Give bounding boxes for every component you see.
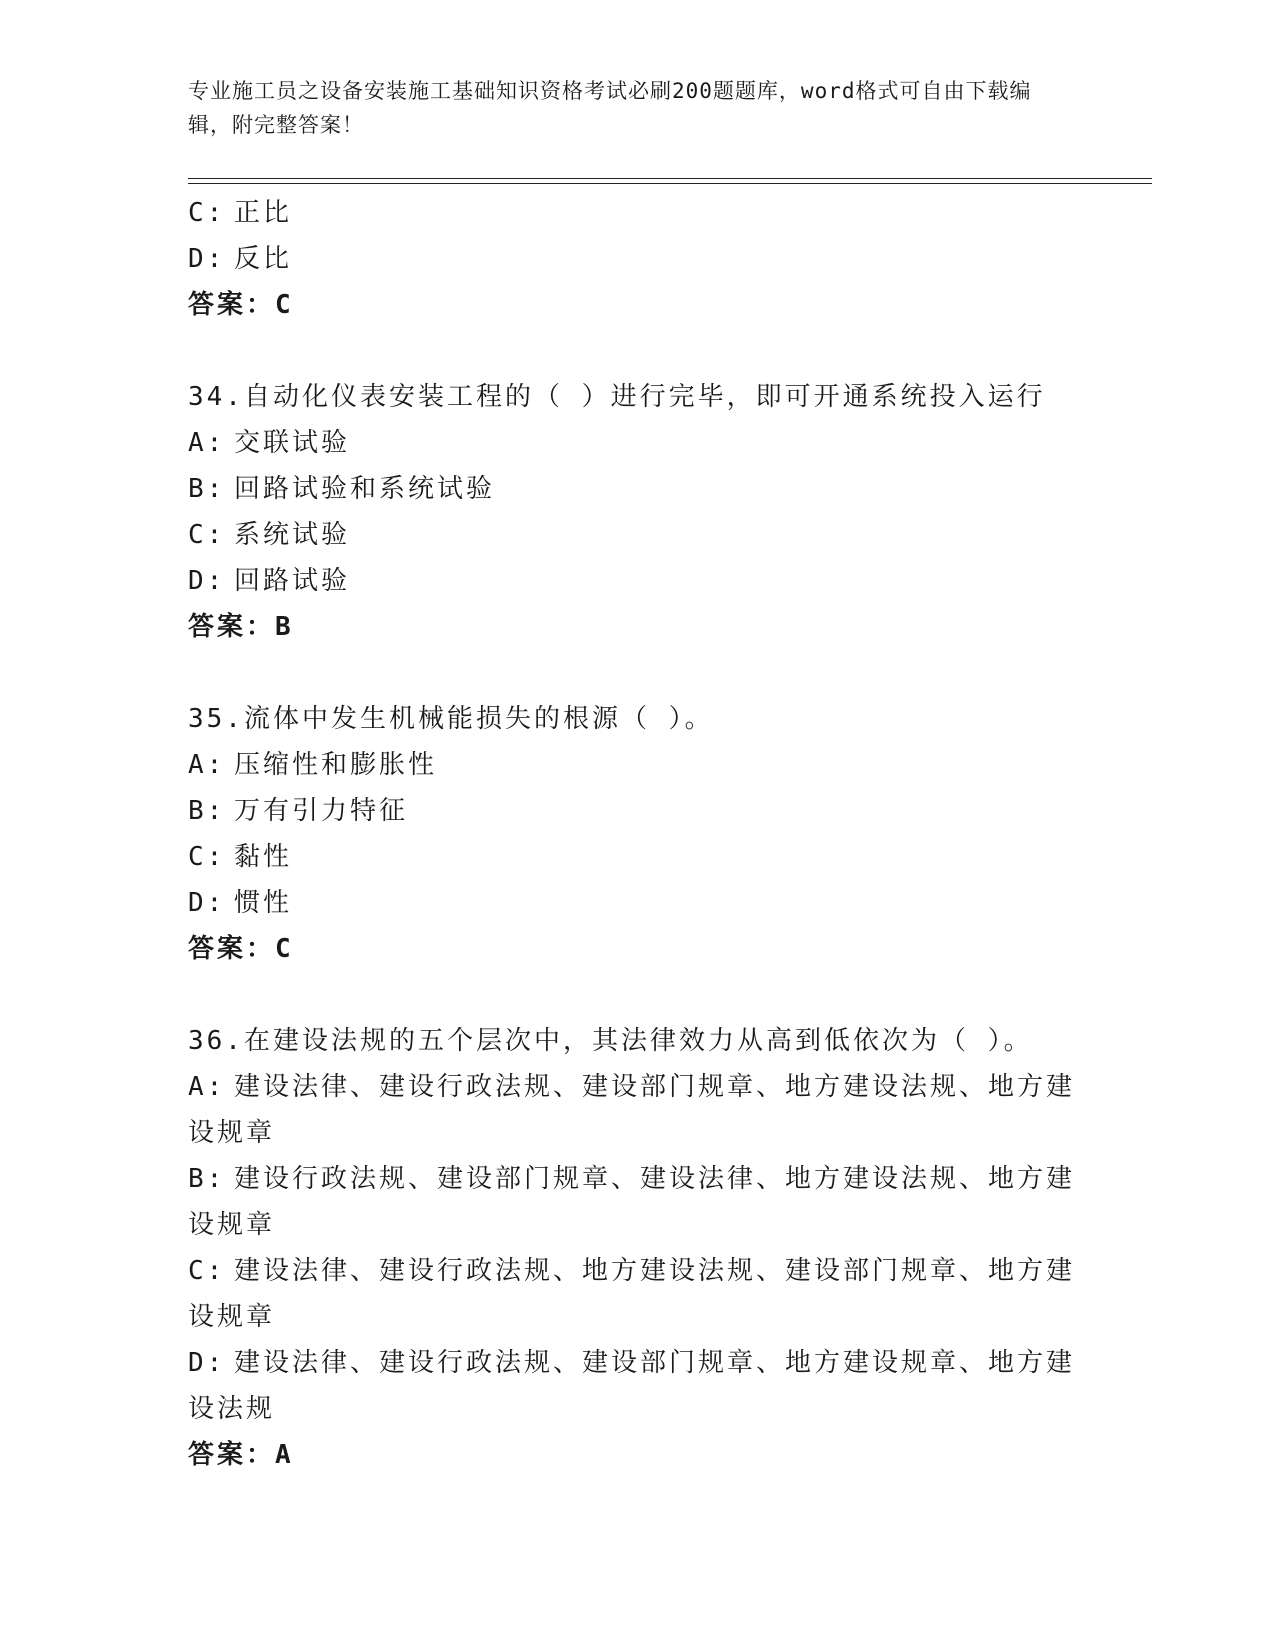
option-c [188, 1248, 1078, 1340]
option-c [188, 512, 1088, 558]
option-c [188, 834, 1088, 880]
option-c [188, 190, 1088, 236]
option-d [188, 880, 1088, 926]
option-letter: B: [188, 474, 226, 504]
option-letter: A: [188, 750, 226, 780]
option-b [188, 466, 1088, 512]
option-letter: C: [188, 842, 226, 872]
answer-line: 答案：A [188, 1440, 294, 1470]
document-header: 专业施工员之设备安装施工基础知识资格考试必刷200题题库，word格式可自由下载编辑，附完整答案！ [188, 79, 1032, 137]
option-text: 建设法律、建设行政法规、地方建设法规、建设部门规章、地方建设规章 [188, 1256, 1076, 1332]
option-text: 建设法律、建设行政法规、建设部门规章、地方建设规章、地方建设法规 [188, 1348, 1076, 1424]
option-text: 交联试验 [234, 428, 351, 458]
option-b [188, 1156, 1078, 1248]
option-d [188, 558, 1088, 604]
question-stem: 35.流体中发生机械能损失的根源（ ）。 [188, 704, 714, 734]
option-text: 建设法律、建设行政法规、建设部门规章、地方建设法规、地方建设规章 [188, 1072, 1076, 1148]
option-text: 系统试验 [234, 520, 351, 550]
option-a [188, 1064, 1078, 1156]
option-letter: C: [188, 1256, 226, 1286]
header-divider-bottom [188, 183, 1152, 184]
option-text: 万有引力特征 [234, 796, 409, 826]
option-d [188, 236, 1088, 282]
answer-line: 答案：C [188, 290, 294, 320]
spacer [188, 972, 1088, 1018]
question-stem: 34.自动化仪表安装工程的（ ）进行完毕，即可开通系统投入运行 [188, 382, 1046, 412]
previous-question-tail [188, 190, 1088, 328]
document-body [188, 190, 1088, 1478]
option-text: 黏性 [234, 842, 293, 872]
option-text: 回路试验和系统试验 [234, 474, 496, 504]
option-letter: B: [188, 1164, 226, 1194]
option-text: 惯性 [234, 888, 293, 918]
answer-line: 答案：C [188, 934, 294, 964]
question-stem: 36.在建设法规的五个层次中，其法律效力从高到低依次为（ ）。 [188, 1026, 1033, 1056]
option-letter: D: [188, 1348, 226, 1378]
option-text: 正比 [234, 198, 293, 228]
question-35 [188, 696, 1088, 972]
option-text: 建设行政法规、建设部门规章、建设法律、地方建设法规、地方建设规章 [188, 1164, 1076, 1240]
question-36 [188, 1018, 1088, 1478]
option-letter: A: [188, 428, 226, 458]
option-a [188, 742, 1088, 788]
spacer [188, 328, 1088, 374]
option-letter: D: [188, 888, 226, 918]
option-text: 反比 [234, 244, 293, 274]
option-letter: D: [188, 566, 226, 596]
option-letter: B: [188, 796, 226, 826]
option-a [188, 420, 1088, 466]
option-letter: D: [188, 244, 226, 274]
option-text: 压缩性和膨胀性 [234, 750, 438, 780]
option-text: 回路试验 [234, 566, 351, 596]
option-letter: C: [188, 520, 226, 550]
option-letter: C: [188, 198, 226, 228]
spacer [188, 650, 1088, 696]
option-letter: A: [188, 1072, 226, 1102]
answer-line: 答案：B [188, 612, 294, 642]
question-34 [188, 374, 1088, 650]
option-d [188, 1340, 1078, 1432]
option-b [188, 788, 1088, 834]
header-divider-top [188, 178, 1152, 179]
